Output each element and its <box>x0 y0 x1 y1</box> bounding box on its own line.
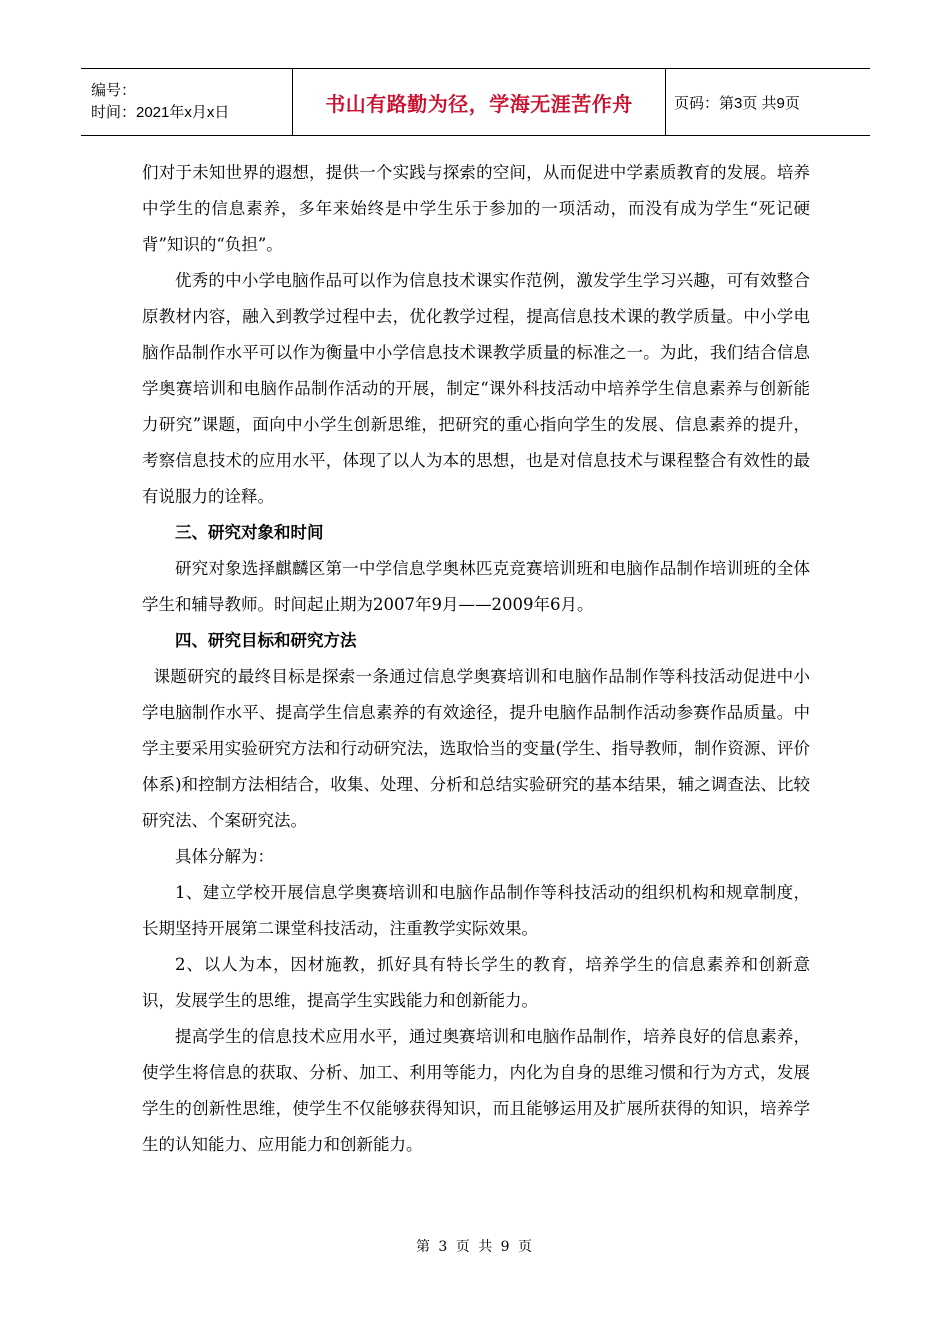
paragraph: 们对于未知世界的遐想，提供一个实践与探索的空间，从而促进中学素质教育的发展。培养中学生的信息素养，多年来始终是中学生乐于参加的一项活动，而没有成为学生“死记硬背”知识的“负担”。 <box>142 163 810 254</box>
header-motto: 书山有路勤为径，学海无涯苦作舟 <box>293 69 666 135</box>
document-body <box>142 155 810 1163</box>
document-number-label: 编号： <box>91 82 137 99</box>
page-header <box>81 68 870 136</box>
section-heading: 三、研究对象和时间 <box>175 523 324 542</box>
document-date-label: 时间：2021年x月x日 <box>91 104 230 121</box>
paragraph: 提高学生的信息技术应用水平，通过奥赛培训和电脑作品制作，培养良好的信息素养，使学生将信息的获取、分析、加工、利用等能力，内化为自身的思维习惯和行为方式，发展学生的创新性思维，使学生不仅能够获得知识，而且能够运用及扩展所获得的知识，培养学生的认知能力、应用能力和创新能力。 <box>142 1027 810 1154</box>
page-footer: 第 3 页 共 9 页 <box>415 1239 535 1255</box>
header-meta <box>81 69 293 135</box>
paragraph: 具体分解为： <box>175 847 274 866</box>
header-page-number: 页码：第3页 共9页 <box>674 94 800 112</box>
list-item: 2、以人为本，因材施教，抓好具有特长学生的教育，培养学生的信息素养和创新意识，发展学生的思维，提高学生实践能力和创新能力。 <box>142 955 810 1010</box>
paragraph: 优秀的中小学电脑作品可以作为信息技术课实作范例，激发学生学习兴趣，可有效整合原教材内容，融入到教学过程中去，优化教学过程，提高信息技术课的教学质量。中小学电脑作品制作水平可以作为衡量中小学信息技术课教学质量的标准之一。为此，我们结合信息学奥赛培训和电脑作品制作活动的开展，制定“课外科技活动中培养学生信息素养与创新能力研究”课题，面向中小学生创新思维，把研究的重心指向学生的发展、信息素养的提升，考察信息技术的应用水平，体现了以人为本的思想，也是对信息技术与课程整合有效性的最有说服力的诠释。 <box>142 271 810 506</box>
paragraph: 研究对象选择麒麟区第一中学信息学奥林匹克竞赛培训班和电脑作品制作培训班的全体学生和辅导教师。时间起止期为2007年9月——2009年6月。 <box>142 559 810 614</box>
paragraph: 课题研究的最终目标是探索一条通过信息学奥赛培训和电脑作品制作等科技活动促进中小学电脑制作水平、提高学生信息素养的有效途径，提升电脑作品制作活动参赛作品质量。中学主要采用实验研究方法和行动研究法，选取恰当的变量(学生、指导教师，制作资源、评价体系)和控制方法相结合，收集、处理、分析和总结实验研究的基本结果，辅之调查法、比较研究法、个案研究法。 <box>142 667 810 830</box>
list-item: 1、建立学校开展信息学奥赛培训和电脑作品制作等科技活动的组织机构和规章制度，长期坚持开展第二课堂科技活动，注重教学实际效果。 <box>142 883 810 938</box>
section-heading: 四、研究目标和研究方法 <box>175 631 357 650</box>
